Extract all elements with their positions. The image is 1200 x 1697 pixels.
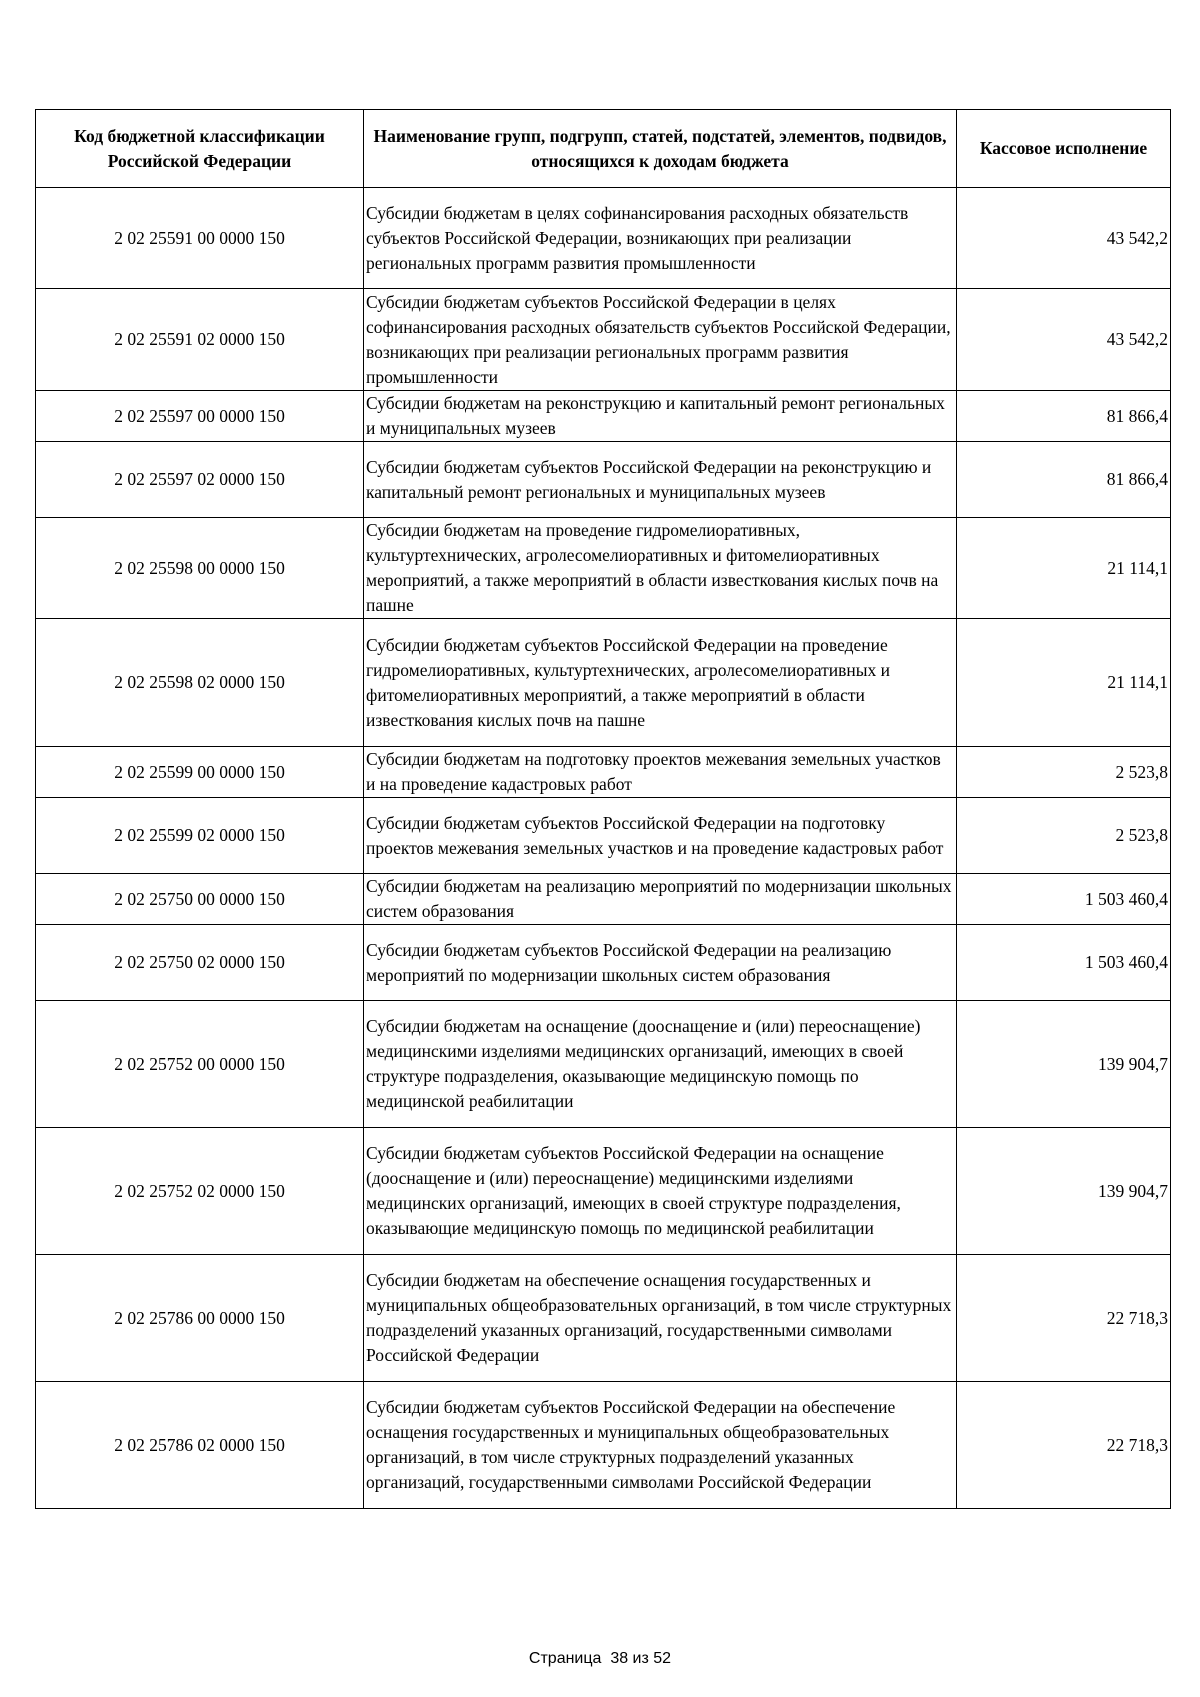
row-name: Субсидии бюджетам субъектов Российской Федерации на реконструкцию и капитальный ремонт региональных и муниципальных музеев: [364, 442, 957, 518]
row-amount: 22 718,3: [957, 1382, 1171, 1509]
table-header-row: [36, 110, 1171, 188]
row-amount: 139 904,7: [957, 1001, 1171, 1128]
row-code: 2 02 25591 02 0000 150: [36, 289, 364, 391]
table-row: [36, 391, 1171, 442]
row-name: Субсидии бюджетам субъектов Российской Федерации на оснащение (дооснащение и (или) переоснащение) медицинскими изделиями медицинских организаций, имеющих в своей структуре подразделения, оказывающие медицинскую помощь по медицинской реабилитации: [364, 1128, 957, 1255]
table-row: [36, 798, 1171, 874]
table-row: [36, 747, 1171, 798]
table-row: [36, 1001, 1171, 1128]
row-amount: 43 542,2: [957, 188, 1171, 289]
row-code: 2 02 25599 02 0000 150: [36, 798, 364, 874]
row-amount: 139 904,7: [957, 1128, 1171, 1255]
row-code: 2 02 25750 02 0000 150: [36, 925, 364, 1001]
row-code: 2 02 25591 00 0000 150: [36, 188, 364, 289]
row-code: 2 02 25750 00 0000 150: [36, 874, 364, 925]
row-name: Субсидии бюджетам на обеспечение оснащения государственных и муниципальных общеобразовательных организаций, в том числе структурных подразделений указанных организаций, государственными символами Российской Федерации: [364, 1255, 957, 1382]
row-name: Субсидии бюджетам на оснащение (дооснащение и (или) переоснащение) медицинскими изделиями медицинских организаций, имеющих в своей структуре подразделения, оказывающие медицинскую помощь по медицинской реабилитации: [364, 1001, 957, 1128]
row-name: Субсидии бюджетам на реконструкцию и капитальный ремонт региональных и муниципальных музеев: [364, 391, 957, 442]
header-amount: Кассовое исполнение: [957, 110, 1171, 188]
row-name: Субсидии бюджетам субъектов Российской Федерации на обеспечение оснащения государственных и муниципальных общеобразовательных организаций, в том числе структурных подразделений указанных организаций, государственными символами Российской Федерации: [364, 1382, 957, 1509]
row-name: Субсидии бюджетам субъектов Российской Федерации на проведение гидромелиоративных, культуртехнических, агролесомелиоративных и фитомелиоративных мероприятий, а также мероприятий в области известкования кислых почв на пашне: [364, 619, 957, 747]
row-amount: 81 866,4: [957, 442, 1171, 518]
table-row: [36, 442, 1171, 518]
row-amount: 81 866,4: [957, 391, 1171, 442]
row-name: Субсидии бюджетам на проведение гидромелиоративных, культуртехнических, агролесомелиоративных и фитомелиоративных мероприятий, а также мероприятий в области известкования кислых почв на пашне: [364, 518, 957, 619]
row-name: Субсидии бюджетам на реализацию мероприятий по модернизации школьных систем образования: [364, 874, 957, 925]
row-code: 2 02 25752 02 0000 150: [36, 1128, 364, 1255]
row-amount: 2 523,8: [957, 747, 1171, 798]
row-code: 2 02 25752 00 0000 150: [36, 1001, 364, 1128]
table-row: [36, 874, 1171, 925]
row-amount: 22 718,3: [957, 1255, 1171, 1382]
row-name: Субсидии бюджетам субъектов Российской Федерации на реализацию мероприятий по модернизации школьных систем образования: [364, 925, 957, 1001]
row-name: Субсидии бюджетам на подготовку проектов межевания земельных участков и на проведение кадастровых работ: [364, 747, 957, 798]
header-code: Код бюджетной классификации Российской Федерации: [36, 110, 364, 188]
row-code: 2 02 25598 02 0000 150: [36, 619, 364, 747]
row-code: 2 02 25597 00 0000 150: [36, 391, 364, 442]
row-amount: 1 503 460,4: [957, 925, 1171, 1001]
row-amount: 21 114,1: [957, 619, 1171, 747]
row-amount: 43 542,2: [957, 289, 1171, 391]
row-amount: 1 503 460,4: [957, 874, 1171, 925]
header-name: Наименование групп, подгрупп, статей, подстатей, элементов, подвидов, относящихся к доходам бюджета: [364, 110, 957, 188]
table-row: [36, 289, 1171, 391]
table-row: [36, 619, 1171, 747]
table-row: [36, 518, 1171, 619]
table-row: [36, 1128, 1171, 1255]
row-code: 2 02 25598 00 0000 150: [36, 518, 364, 619]
row-code: 2 02 25597 02 0000 150: [36, 442, 364, 518]
row-name: Субсидии бюджетам субъектов Российской Федерации в целях софинансирования расходных обязательств субъектов Российской Федерации, возникающих при реализации региональных программ развития промышленности: [364, 289, 957, 391]
row-name: Субсидии бюджетам субъектов Российской Федерации на подготовку проектов межевания земельных участков и на проведение кадастровых работ: [364, 798, 957, 874]
table-row: [36, 188, 1171, 289]
table-row: [36, 1382, 1171, 1509]
page-number: Страница 38 из 52: [528, 1650, 672, 1667]
row-amount: 21 114,1: [957, 518, 1171, 619]
row-code: 2 02 25786 02 0000 150: [36, 1382, 364, 1509]
budget-table: [35, 109, 1171, 1509]
row-amount: 2 523,8: [957, 798, 1171, 874]
row-name: Субсидии бюджетам в целях софинансирования расходных обязательств субъектов Российской Федерации, возникающих при реализации региональных программ развития промышленности: [364, 188, 957, 289]
table-row: [36, 925, 1171, 1001]
table-row: [36, 1255, 1171, 1382]
row-code: 2 02 25786 00 0000 150: [36, 1255, 364, 1382]
row-code: 2 02 25599 00 0000 150: [36, 747, 364, 798]
